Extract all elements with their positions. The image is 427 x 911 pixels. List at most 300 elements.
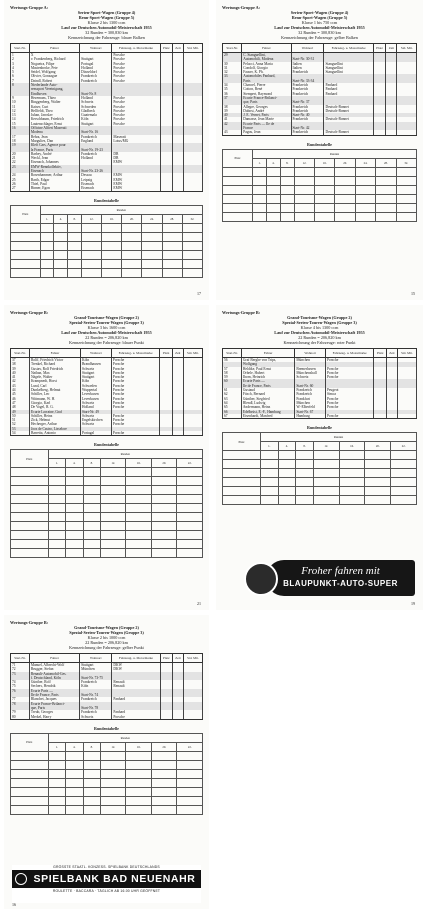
round-cell [122,241,142,250]
start-number: 44 [11,388,30,392]
time-cell [173,715,184,720]
round-row [11,223,203,232]
round-cell [339,451,365,460]
round-table-title: Rundentabelle [94,442,119,448]
start-number: 26 [11,182,30,186]
round-cell [48,522,65,531]
round-cell [11,513,49,522]
round-cell [100,468,126,477]
round-cell [266,212,280,221]
round-cell [102,241,122,250]
round-cell [355,203,375,212]
placing-cell [374,414,387,419]
car-make: Porsche [112,113,160,117]
round-cell [48,531,65,540]
round-cell [66,486,83,495]
round-cell [280,194,294,203]
round-table [222,432,417,505]
driver-name: Joos de Castro, Lisselore [29,427,80,431]
lap-header: 20. [335,158,355,167]
column-header: Wohnort [291,44,324,53]
heading-line: Kennzeichnung der Fahrzeuge: blauer Balken [68,35,145,40]
round-cell [126,787,152,796]
driver-name: Eindhoven [29,92,79,96]
start-number: 3 [11,62,30,66]
round-cell [260,496,278,505]
car-make: Porsche [112,100,160,104]
driver-name: Gustav, Rolf Friedrich [29,367,80,371]
car-make: DB [112,152,160,156]
residence: Italien [291,62,324,66]
residence: Start-Nr. 16 [80,130,112,134]
round-cell [122,223,142,232]
entry-table [222,348,417,419]
round-table-title: Rundentabelle [307,425,332,431]
round-cell [177,787,203,796]
car-make: Porsche [112,53,160,58]
driver-name: Officine Alfieri Maserati [29,126,79,130]
round-cell [100,486,126,495]
car-make: Porsche [325,371,373,375]
column-header: Fahrer [29,349,80,358]
driver-name: Kaiser, Curt [29,105,79,109]
ad-brand [12,870,201,888]
round-cell [260,478,278,487]
start-number: 63 [223,397,242,401]
round-row [223,478,417,487]
round-cell [151,486,177,495]
round-cell [82,268,102,277]
column-header: Fahrzeug- u. Motormarke [112,654,160,663]
round-cell [151,504,177,513]
round-cell [11,769,49,778]
driver-name: Automobili, Modena [242,57,291,61]
round-cell [100,796,126,805]
lap-header: 32. [182,214,202,223]
program-page-gruppe-b-1300 [216,305,423,610]
car-make: Renault [112,684,160,688]
group-label: Wertungs-Gruppe A: [10,5,49,10]
round-cell [100,513,126,522]
round-cell [11,468,49,477]
start-number: 33 [223,74,242,78]
column-header: Zeit [386,44,397,53]
lap-header: 22. [391,442,417,451]
round-cell [11,259,41,268]
round-cell [266,185,280,194]
start-number: 16 [11,126,30,130]
round-cell [83,805,100,814]
round-cell [126,522,152,531]
round-cell [100,531,126,540]
round-cell [294,176,314,185]
group-label: Wertungs-Gruppe B: [10,620,49,625]
car-make: Deutsch-Bonnet [324,130,373,135]
driver-name: Graf Berghe von Trips, [241,358,294,363]
driver-name: Eisenach, Johannes [29,160,79,164]
driver-name: Juhan, Jaroslav [29,113,79,117]
round-cell [48,787,65,796]
round-cell [11,796,49,805]
column-header: Start-Nr. [223,44,242,53]
car-make: EMW [112,186,160,191]
car-make: Stanguellini [324,62,373,66]
round-cell [82,259,102,268]
start-number: 20 [11,152,30,156]
round-cell [177,504,203,513]
round-cell [66,787,83,796]
start-number: 37 [11,358,30,363]
round-cell [253,167,267,176]
residence: Start-Nr. 8 [80,92,112,96]
lap-header: 1. [253,158,267,167]
column-header: Zeit [386,349,397,358]
round-cell [278,460,296,469]
round-cell [223,487,261,496]
lap-header: 22. [177,459,203,468]
car-make: Porsche [111,397,159,401]
car-make: Lotus/MG [112,139,160,143]
round-row [223,496,417,505]
residence: Köln [80,379,111,383]
car-make: Porsche [325,414,373,419]
round-row [11,241,203,250]
round-cell [151,769,177,778]
start-number: 75 [11,684,30,688]
entry-table [10,43,203,192]
round-row [11,504,203,513]
car-make: Porsche [111,358,159,363]
driver-name: Chancel, Pierre [242,83,291,87]
group-label: Wertungs-Gruppe B: [222,310,261,315]
driver-name: Daindl, Robert [29,79,79,83]
car-make: Porsche [111,401,159,405]
start-number: 23 [11,165,30,169]
residence: Frankreich [80,79,112,83]
page-number: 19 [411,601,415,606]
residence: Start-Nr. 23-26 [80,169,112,173]
driver-name: Ecurie Lorraine, Graf [29,410,80,414]
driver-name: Nägele, Walter [29,375,80,379]
round-cell [83,531,100,540]
round-cell [100,549,126,558]
round-cell [48,805,65,814]
speed-cell [397,130,417,135]
round-cell [182,268,202,277]
blaupunkt-logo-icon [244,562,278,596]
car-make: Porsche [111,431,159,436]
round-cell [142,241,162,250]
round-cell [396,176,416,185]
heading-line: Klasse 1 bis 750 ccm [301,20,338,25]
start-number: 47 [11,401,30,405]
round-cell [54,241,68,250]
lap-header: 8. [280,158,294,167]
start-number: 27 [11,186,30,191]
round-row [11,531,203,540]
driver-name: Giorgio, Karl [29,401,80,405]
round-cell [48,504,65,513]
driver-name: Paris [242,79,291,83]
round-cell [66,769,83,778]
round-cell [66,531,83,540]
round-cell [151,778,177,787]
driver-name: Ecurie France-Brilanci- [29,702,79,706]
column-header: Platz [160,654,172,663]
round-cell [126,513,152,522]
lap-header: 24. [355,158,375,167]
round-cell [376,176,396,185]
round-cell [100,477,126,486]
round-cell [82,250,102,259]
residence: Leverkusen [80,392,111,396]
driver-name: Eisenhardt, Manfred [241,414,294,419]
start-number: 18 [11,139,30,143]
round-cell [223,451,261,460]
round-cell [177,468,203,477]
driver-name: Pagou, Jean [242,130,291,135]
driver-name: Niederlande Auto- [29,83,79,87]
round-cell [335,194,355,203]
start-number: 7 [11,79,30,83]
round-cell [162,223,182,232]
round-cell [177,540,203,549]
round-cell [142,223,162,232]
round-row [11,778,203,787]
driver-name: Automobiles Panhard, [242,74,291,78]
round-cell [365,478,391,487]
driver-name: la France, Paris [29,148,79,152]
program-page-gruppe-b-1600 [4,305,209,610]
round-cell [66,805,83,814]
round-cell [151,549,177,558]
ad-hours: ROULETTE · BACCARA · TÄGLICH AB 16.00 UHR GEÖFFNET [52,889,161,893]
round-row [223,167,417,176]
entry-table [10,348,203,436]
residence: W.-Elberfeld [295,405,326,409]
residence: Gladbeck [80,109,112,113]
start-number: 56 [223,358,242,363]
driver-name: Ringgenberg, Walter [29,100,79,104]
round-cell [66,468,83,477]
round-row [11,769,203,778]
heading-line: Lauf zur Deutschen Automobil-Meisterschaft 1955 [61,25,152,30]
residence: Schweiz [80,401,111,405]
lap-header: 12. [100,459,126,468]
round-cell [182,259,202,268]
driver-name: Andermann, Heinz [241,405,294,409]
speed-cell [183,431,202,436]
heading-line: Kennzeichnung der Fahrzeuge: blauer Punkt [69,340,144,345]
lap-header: 4. [266,158,280,167]
start-number: 62 [223,392,242,396]
round-cell [223,185,253,194]
residence: Eisenach [80,186,112,191]
residence: Start-Nr. 19-23 [80,148,112,152]
round-cell [11,778,49,787]
heading-line: Lauf zur Deutschen Automobil-Meisterschaft 1955 [274,330,365,335]
column-header: Platz [373,44,386,53]
page-number: 15 [411,291,415,296]
round-cell [313,478,339,487]
driver-name: Blendl, Ludwig [241,401,294,405]
start-number: 73 [11,672,30,676]
round-cell [266,203,280,212]
round-cell [177,495,203,504]
lap-header: 8. [83,459,100,468]
round-cell [313,460,339,469]
round-cell [122,268,142,277]
heading-line: Klasse 2 bis 1000 ccm [87,635,126,640]
entry-table [222,43,417,136]
driver-name: Manuel, Albrecht-Wolf [29,663,79,668]
round-cell [177,778,203,787]
round-cell [126,805,152,814]
blaupunkt-advertisement [266,560,415,596]
placing-header: Platz [11,733,49,751]
lap-header: 1. [48,459,65,468]
round-cell [396,185,416,194]
round-cell [40,259,54,268]
residence: Schweiz [80,422,111,426]
round-cell [339,460,365,469]
start-number: 54 [11,431,30,436]
driver-name: Günther, Rolf [29,680,79,684]
entry-row [223,414,417,419]
start-number: 74 [11,680,30,684]
program-page-gruppe-b-1000 [4,615,209,909]
start-number: 13 [11,113,30,117]
round-cell [83,549,100,558]
heading-line: Spezial-Serien-Touren-Wagen (Gruppe 3) [69,630,144,635]
round-cell [11,522,49,531]
car-make: Porsche [112,109,160,113]
round-cell [11,549,49,558]
heading-line: 22 Runden = 206,820 km [298,335,341,340]
round-cell [54,250,68,259]
start-number: 78 [11,702,30,706]
heading-line: 22 Runden = 206,820 km [85,640,128,645]
driver-name: France [242,126,291,130]
residence: Dessau [80,173,112,177]
round-cell [83,486,100,495]
round-cell [391,460,417,469]
residence: Start-Nr. 60 [295,384,326,388]
driver-name: que, Paris [242,100,291,104]
start-number: 2 [11,57,30,61]
round-cell [253,176,267,185]
round-cell [376,194,396,203]
class-heading [222,10,417,40]
round-cell [83,760,100,769]
column-header: Platz [160,44,172,53]
car-make: Porsche [111,367,159,371]
round-cell [83,468,100,477]
driver-name: Hecherger, Arthur [29,422,80,426]
lap-header: 1. [40,214,54,223]
car-make: Porsche [112,74,160,78]
round-row [11,522,203,531]
car-make: Porsche [111,362,159,366]
start-number: 41 [223,117,242,121]
round-cell [355,212,375,221]
start-number: 60 [223,379,242,383]
residence: Start-Nr. 30-31 [291,57,324,61]
driver-name: Thiel, Paul [29,182,79,186]
driver-name: Rolff, Friedrich Victor [29,358,80,363]
car-make: DKW [112,663,160,668]
lap-header: 20. [151,742,177,751]
residence: Start-Nr. 49 [80,410,111,414]
residence: Schweden [80,384,111,388]
round-cell [315,212,335,221]
round-cell [260,451,278,460]
car-make: Renault [112,680,160,684]
round-cell [278,496,296,505]
round-row [11,486,203,495]
round-cell [266,194,280,203]
entry-table [10,653,203,720]
round-cell [11,540,49,549]
round-row [11,259,203,268]
round-cell [162,232,182,241]
round-cell [266,167,280,176]
start-number: 35 [223,87,242,91]
round-cell [48,540,65,549]
round-cell [40,241,54,250]
car-make: Panhard [324,92,373,96]
residence: Start-Nr. 73-75 [80,676,112,680]
car-make: Porsche [112,70,160,74]
start-number: 30 [223,62,242,66]
column-header: Std. Mit. [183,44,202,53]
driver-name: Krampnedt, Horst [29,379,80,383]
driver-name: De Vogel, R. G. [29,405,80,409]
round-row [223,194,417,203]
car-make: Porsche [111,414,159,418]
residence: Frankreich [80,710,112,714]
round-cell [126,504,152,513]
start-number: 48 [11,405,30,409]
round-cell [266,176,280,185]
start-number: 65 [223,405,242,409]
round-cell [335,185,355,194]
round-cell [151,495,177,504]
round-row [11,540,203,549]
round-cell [11,805,49,814]
start-number: 37 [223,96,242,100]
start-number: 42 [11,379,30,383]
round-cell [391,451,417,460]
heading-line: Klasse 3 bis 1600 ccm [87,325,126,330]
entry-row [11,186,203,191]
time-cell [386,414,397,419]
round-cell [223,496,261,505]
start-number: 43 [11,384,30,388]
round-cell [151,796,177,805]
round-cell [376,203,396,212]
car-make: Porsche [325,397,373,401]
round-cell [48,513,65,522]
car-make: Porsche [111,392,159,396]
lap-header: 4. [278,442,296,451]
heading-line: Serien-Sport-Wagen (Gruppe 4) [290,10,349,15]
driver-name: Olivier, Gonzague [29,74,79,78]
entry-row [11,431,203,436]
column-header: Fahrer [241,349,294,358]
lap-header: 22. [177,742,203,751]
residence: Köln [80,358,111,363]
